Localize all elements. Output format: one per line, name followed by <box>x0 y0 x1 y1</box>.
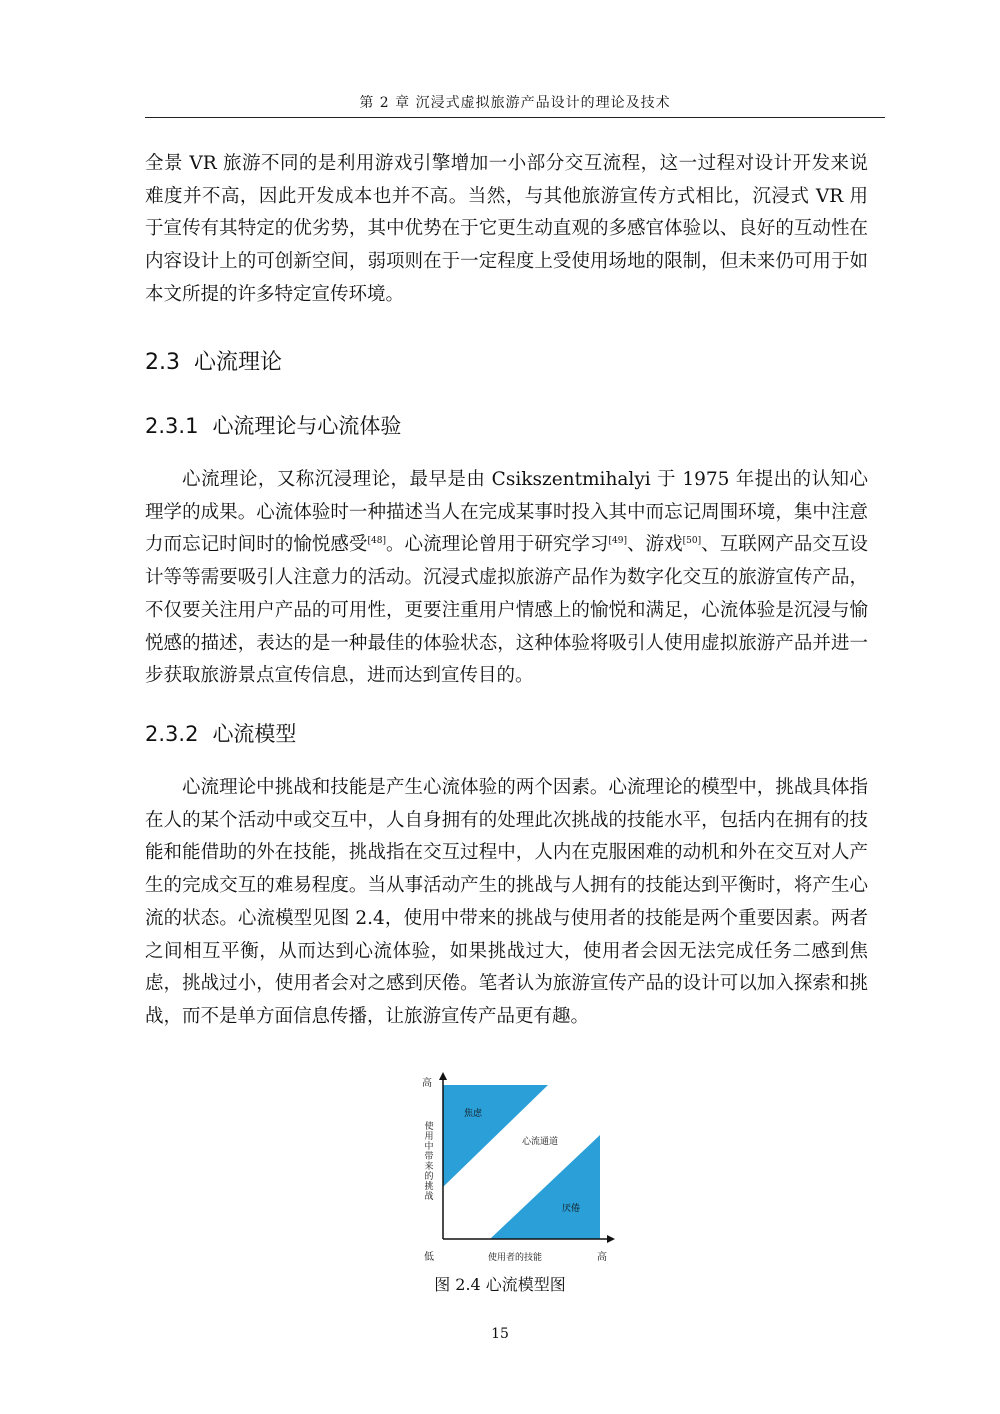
flow-model-diagram <box>420 1070 620 1270</box>
boredom-region <box>490 1135 600 1239</box>
paragraph-1: 全景 VR 旅游不同的是利用游戏引擎增加一小部分交互流程，这一过程对设计开发来说难度并不高，因此开发成本也并不高。当然，与其他旅游宣传方式相比，沉浸式 VR 用于宣传有其特定的优劣势，其中优势在于它更生动直观的多感官体验以、良好的互动性在内容设计上的可创新空间，弱项则在于一定程度上受使用场地的限制，但未来仍可用于如本文所提的许多特定宣传环境。 <box>145 153 868 305</box>
x-axis-arrow <box>607 1235 615 1243</box>
subsection-heading-2-3-1 <box>145 410 401 440</box>
flow-channel-label: 心流通道 <box>522 1137 559 1147</box>
y-axis-label: 使用中带来的挑战 <box>424 1122 434 1202</box>
x-axis-label: 使用者的技能 <box>488 1253 543 1263</box>
y-axis-high-label: 高 <box>422 1078 432 1089</box>
paragraph-2 <box>145 464 868 693</box>
paragraph-2-text-4: 、互联网产品交互设计等等需要吸引人注意力的活动。沉浸式虚拟旅游产品作为数字化交互的旅游宣传产品，不仅要关注用户产品的可用性，更要注重用户情感上的愉悦和满足，心流体验是沉浸与愉悦感的描述，表达的是一种最佳的体验状态，这种体验将吸引人使用虚拟旅游产品并进一步获取旅游景点宣传信息，进而达到宣传目的。 <box>145 534 868 687</box>
subsection-title: 心流理论与心流体验 <box>212 414 402 438</box>
x-axis-high-label: 高 <box>597 1252 607 1263</box>
y-axis-arrow <box>439 1072 447 1080</box>
citation-49: [49] <box>608 536 627 547</box>
anxiety-label: 焦虑 <box>464 1109 483 1119</box>
paragraph-2-text-1: 心流理论，又称沉浸理论，最早是由 Csikszentmihalyi 于 1975 年提出的认知心理学的成果。心流体验时一种描述当人在完成某事时投入其中而忘记周围环境，集中注意力而忘记时间时的愉悦感受 <box>145 469 868 556</box>
paragraph-2-text-2: 。心流理论曾用于研究学习 <box>385 534 609 556</box>
subsection-number: 2.3.1 <box>145 414 199 438</box>
section-heading-2-3 <box>145 345 282 376</box>
subsection-title: 心流模型 <box>212 722 297 746</box>
section-number: 2.3 <box>145 350 180 375</box>
citation-48: [48] <box>367 536 386 547</box>
citation-50: [50] <box>682 536 702 547</box>
origin-low-label: 低 <box>424 1252 434 1263</box>
running-header: 第 2 章 沉浸式虚拟旅游产品设计的理论及技术 <box>359 95 671 111</box>
figure-caption: 图 2.4 心流模型图 <box>434 1275 566 1294</box>
section-title: 心流理论 <box>194 350 283 375</box>
subsection-heading-2-3-2 <box>145 718 296 748</box>
header-rule <box>145 117 885 118</box>
subsection-number: 2.3.2 <box>145 722 199 746</box>
boredom-label: 厌倦 <box>562 1204 581 1214</box>
flow-model-figure <box>420 1070 620 1270</box>
page-number: 15 <box>491 1326 509 1342</box>
paragraph-2-text-3: 、游戏 <box>626 534 683 556</box>
paragraph-3: 心流理论中挑战和技能是产生心流体验的两个因素。心流理论的模型中，挑战具体指在人的某个活动中或交互中，人自身拥有的处理此次挑战的技能水平，包括内在拥有的技能和能借助的外在技能，挑战指在交互过程中，人内在克服困难的动机和外在交互对人产生的完成交互的难易程度。当从事活动产生的挑战与人拥有的技能达到平衡时，将产生心流的状态。心流模型见图 2.4，使用中带来的挑战与使用者的技能是两个重要因素。两者之间相互平衡，从而达到心流体验，如果挑战过大，使用者会因无法完成任务二感到焦虑，挑战过小，使用者会对之感到厌倦。笔者认为旅游宣传产品的设计可以加入探索和挑战，而不是单方面信息传播，让旅游宣传产品更有趣。 <box>145 777 868 1027</box>
